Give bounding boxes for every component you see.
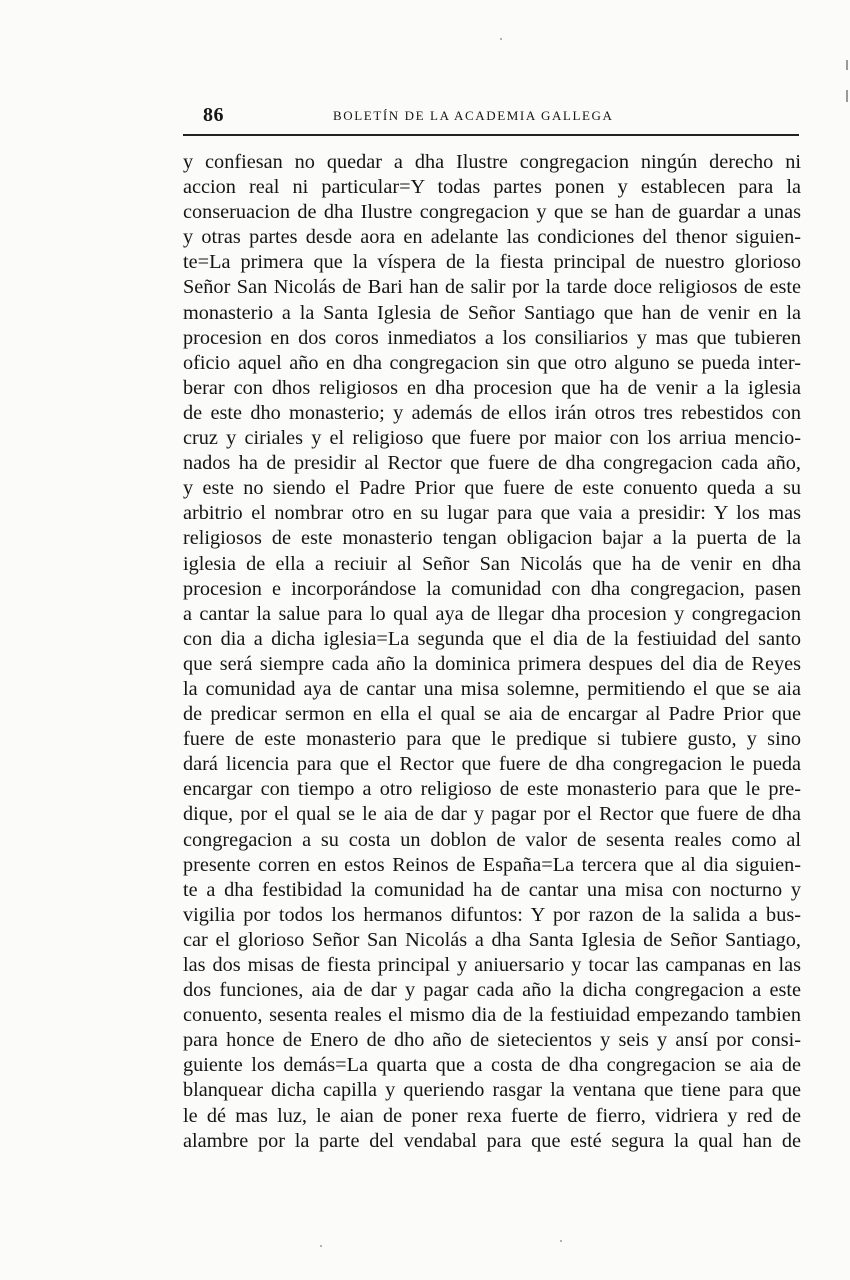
header-rule [183, 134, 799, 136]
text-line: berar con dhos religiosos en dha procesion que ha de venir a la iglesia [183, 376, 801, 399]
text-line: te=La primera que la víspera de la fiesta principal de nuestro glorioso [183, 251, 801, 274]
text-line: y confiesan no quedar a dha Ilustre congregacion ningún derecho ni [183, 151, 801, 173]
text-line: conseruacion de dha Ilustre congregacion y que se han de guardar a unas [183, 201, 801, 224]
text-line: dique, por el qual se le aia de dar y pagar por el Rector que fuere de dha [183, 803, 801, 826]
text-line: le dé mas luz, le aian de poner rexa fuerte de fierro, vidriera y red de [183, 1104, 801, 1127]
text-line: de predicar sermon en ella el qual se aia de encargar al Padre Prior que [183, 703, 801, 726]
text-line: procesion e incorporándose la comunidad con dha congregacion, pasen [183, 577, 801, 600]
text-line: religiosos de este monasterio tengan obligacion bajar a la puerta de la [183, 527, 801, 550]
text-line: cruz y ciriales y el religioso que fuere por maior con los arriua mencio- [183, 427, 801, 450]
page-header [183, 100, 803, 130]
body-text [183, 150, 801, 1154]
text-line: la comunidad aya de cantar una misa solemne, permitiendo el que se aia [183, 677, 801, 700]
page-number: 86 [203, 104, 224, 126]
text-line: para honce de Enero de dho año de sietecientos y seis y ansí por consi- [183, 1029, 801, 1052]
text-line: encargar con tiempo a otro religioso de este monasterio para que le pre- [183, 778, 801, 801]
text-line: dos funciones, aia de dar y pagar cada año la dicha congregacion a este [183, 979, 801, 1002]
text-line: conuento, sesenta reales el mismo dia de la festiuidad empezando tambien [183, 1004, 801, 1027]
text-line: accion real ni particular=Y todas partes ponen y establecen para la [183, 176, 801, 199]
text-line: iglesia de ella a reciuir al Señor San Nicolás que ha de venir en dha [183, 552, 801, 575]
text-line: nados ha de presidir al Rector que fuere de dha congregacion cada año, [183, 452, 801, 475]
text-line: vigilia por todos los hermanos difuntos: Y por razon de la salida a bus- [183, 903, 801, 926]
text-line: alambre por la parte del vendabal para que esté segura la qual han de [183, 1129, 801, 1152]
text-line: car el glorioso Señor San Nicolás a dha Santa Iglesia de Señor Santiago, [183, 928, 801, 951]
text-line: y otras partes desde aora en adelante las condiciones del thenor siguien- [183, 226, 801, 249]
text-line: las dos misas de fiesta principal y aniuersario y tocar las campanas en las [183, 954, 801, 976]
text-line: monasterio a la Santa Iglesia de Señor Santiago que han de venir en la [183, 301, 801, 324]
text-line: procesion en dos coros inmediatos a los consiliarios y mas que tubieren [183, 326, 801, 349]
text-line: congregacion a su costa un doblon de valor de sesenta reales como al [183, 828, 801, 851]
text-line: arbitrio el nombrar otro en su lugar para que vaia a presidir: Y los mas [183, 502, 801, 525]
text-line: guiente los demás=La quarta que a costa de dha congregacion se aia de [183, 1054, 801, 1077]
text-line: dará licencia para que el Rector que fuere de dha congregacion le pueda [183, 753, 801, 776]
text-line: Señor San Nicolás de Bari han de salir por la tarde doce religiosos de este [183, 276, 801, 299]
text-line: y este no siendo el Padre Prior que fuere de este conuento queda a su [183, 477, 801, 500]
text-line: presente corren en estos Reinos de España=La tercera que al dia siguien- [183, 853, 801, 876]
running-title: BOLETÍN DE LA ACADEMIA GALLEGA [333, 108, 614, 123]
text-line: oficio aquel año en dha congregacion sin que otro alguno se pueda inter- [183, 351, 801, 374]
text-line: blanquear dicha capilla y queriendo rasgar la ventana que tiene para que [183, 1079, 801, 1102]
text-line: fuere de este monasterio para que le predique si tubiere gusto, y sino [183, 728, 801, 751]
text-line: te a dha festibidad la comunidad ha de cantar una misa con nocturno y [183, 878, 801, 901]
text-line: que será siempre cada año la dominica primera despues del dia de Reyes [183, 652, 801, 675]
text-line: con dia a dicha iglesia=La segunda que el dia de la festiuidad del santo [183, 627, 801, 650]
text-line: de este dho monasterio; y además de ellos irán otros tres rebestidos con [183, 401, 801, 424]
text-line: a cantar la salue para lo qual aya de llegar dha procesion y congregacion [183, 602, 801, 625]
